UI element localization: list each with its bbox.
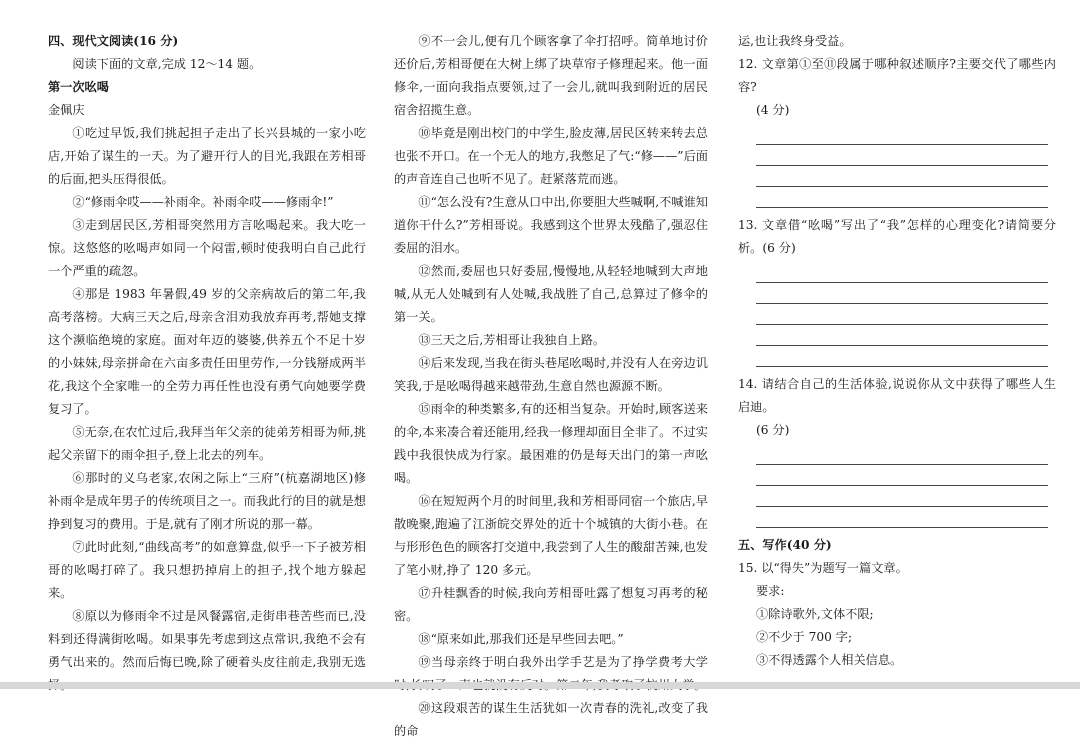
question-14-score: (6 分) <box>756 423 790 437</box>
answer-line <box>756 262 1048 283</box>
section-4-title: 四、现代文阅读(16 分) <box>48 34 179 48</box>
paragraph: ⑳这段艰苦的谋生生活犹如一次青春的洗礼,改变了我的命 <box>394 701 708 738</box>
paragraph: ⑫然而,委屈也只好委屈,慢慢地,从轻轻地喊到大声地喊,从无人处喊到有人处喊,我战胜了自己,总算过了修伞的第一关。 <box>394 264 708 324</box>
paragraph-continuation: 运,也让我终身受益。 <box>738 34 852 48</box>
requirement-item: ②不少于 700 字; <box>756 630 853 644</box>
answer-line <box>756 465 1048 486</box>
answer-line <box>756 325 1048 346</box>
column-left <box>48 30 366 697</box>
paragraph: ⑦此时此刻,“曲线高考”的如意算盘,似乎一下子被芳相哥的吆喝打碎了。我只想扔掉肩上的担子,找个地方躲起来。 <box>48 540 366 600</box>
bottom-edge <box>0 682 1080 689</box>
paragraph: ⑧原以为修雨伞不过是风餐露宿,走街串巷苦些而已,没料到还得满街吆喝。如果事先考虑到这点常识,我绝不会有勇气出来的。然而后悔已晚,除了硬着头皮往前走,我别无选 <box>48 609 366 669</box>
answer-line <box>756 346 1048 367</box>
answer-line <box>756 187 1048 208</box>
paragraph: ⑰升桂飘香的时候,我向芳相哥吐露了想复习再考的秘密。 <box>394 586 708 623</box>
paragraph: ⑩毕竟是刚出校门的中学生,脸皮薄,居民区转来转去总也张不开口。在一个无人的地方,我憋足了气:“修——”后面的声音连自己也听不见了。赶紧落荒而逃。 <box>394 126 708 186</box>
answer-line <box>756 304 1048 325</box>
answer-line <box>756 124 1048 145</box>
paragraph: ⑲当母亲终于明白我外出学手艺是为了挣学费考大学 <box>418 655 708 669</box>
paragraph: ⑬三天之后,芳相哥让我独自上路。 <box>418 333 606 347</box>
answer-lines-12[interactable] <box>756 124 1056 208</box>
answer-line <box>756 507 1048 528</box>
answer-line <box>756 145 1048 166</box>
paragraph: ⑯在短短两个月的时间里,我和芳相哥同宿一个旅店,早散晚聚,跑遍了江浙皖交界处的近十个城镇的大街小巷。在与形形色色的顾客打交道中,我尝到了人生的酸甜苦辣,也发了笔小财,挣了 120 多元。 <box>394 494 708 577</box>
question-13: 13. 文章借“吆喝”写出了“我”怎样的心理变化?请简要分析。(6 分) <box>738 218 1056 255</box>
column-middle <box>394 30 708 743</box>
paragraph: ⑥那时的义乌老家,农闲之际上“三府”(杭嘉湖地区)修补雨伞是成年男子的传统项目之一。而我此行的目的就是想挣到复习的费用。于是,就有了刚才所说的那一幕。 <box>48 471 366 531</box>
answer-line <box>756 283 1048 304</box>
paragraph: ⑱“原来如此,那我们还是早些回去吧。” <box>418 632 624 646</box>
column-right <box>738 30 1056 672</box>
paragraph: ⑪“怎么没有?生意从口中出,你要胆大些喊啊,不喊谁知道你干什么?”芳相哥说。我感到这个世界太残酷了,强忍住委屈的泪水。 <box>394 195 708 255</box>
paragraph: ⑭后来发现,当我在街头巷尾吆喝时,并没有人在旁边讥笑我,于是吆喝得越来越带劲,生意自然也源源不断。 <box>394 356 708 393</box>
paragraph: ①吃过早饭,我们挑起担子走出了长兴县城的一家小吃店,开始了谋生的一天。为了避开行人的目光,我跟在芳相哥的后面,把头压得很低。 <box>48 126 366 186</box>
answer-lines-14[interactable] <box>756 444 1056 528</box>
reading-intro: 阅读下面的文章,完成 12～14 题。 <box>72 57 262 71</box>
requirements-label: 要求: <box>756 584 785 598</box>
essay-title: 第一次吆喝 <box>48 80 109 94</box>
paragraph: ⑤无奈,在农忙过后,我拜当年父亲的徒弟芳相哥为师,挑起父亲留下的雨伞担子,登上北去的列车。 <box>48 425 366 462</box>
paragraph: ⑨不一会儿,便有几个顾客拿了伞打招呼。简单地讨价还价后,芳相哥便在大树上绑了块草帘子修理起来。他一面修伞,一面向我指点要领,过了一会儿,就叫我到附近的居民宿舍招揽生意。 <box>394 34 708 117</box>
section-5-title: 五、写作(40 分) <box>738 538 832 552</box>
question-14: 14. 请结合自己的生活体验,说说你从文中获得了哪些人生启迪。 <box>738 377 1056 414</box>
essay-author: 金佩庆 <box>48 103 85 117</box>
question-12: 12. 文章第①至⑪段属于哪种叙述顺序?主要交代了哪些内容? <box>738 57 1056 94</box>
answer-line <box>756 166 1048 187</box>
answer-line <box>756 486 1048 507</box>
paragraph: ③走到居民区,芳相哥突然用方言吆喝起来。我大吃一惊。这悠悠的吆喝声如同一个闷雷,顿时使我明白自己此行一个严重的疏忽。 <box>48 218 366 278</box>
paragraph: ②“修雨伞哎——补雨伞。补雨伞哎——修雨伞!” <box>72 195 334 209</box>
question-12-score: (4 分) <box>756 103 790 117</box>
paragraph: ④那是 1983 年暑假,49 岁的父亲病故后的第二年,我高考落榜。大病三天之后,母亲含泪劝我放弃再考,帮她支撑这个濒临绝境的家庭。面对年迈的婆婆,供养五个不足十岁的小妹妹,母亲拼命在六亩多责任田里劳作,一分钱掰成两半花,我这个全家唯一的全劳力再任性也没有勇气向她要学费复习了。 <box>48 287 366 416</box>
question-15: 15. 以“得失”为题写一篇文章。 <box>738 561 908 575</box>
paragraph: ⑮雨伞的种类繁多,有的还相当复杂。开始时,顾客送来的伞,本来凑合着还能用,经我一修理却面目全非了。不过实践中我很快成为行家。最困难的仍是每天出门的第一声吆喝。 <box>394 402 708 485</box>
requirement-item: ①除诗歌外,文体不限; <box>756 607 874 621</box>
answer-line <box>756 444 1048 465</box>
answer-lines-13[interactable] <box>756 262 1056 367</box>
requirement-item: ③不得透露个人相关信息。 <box>756 653 903 667</box>
